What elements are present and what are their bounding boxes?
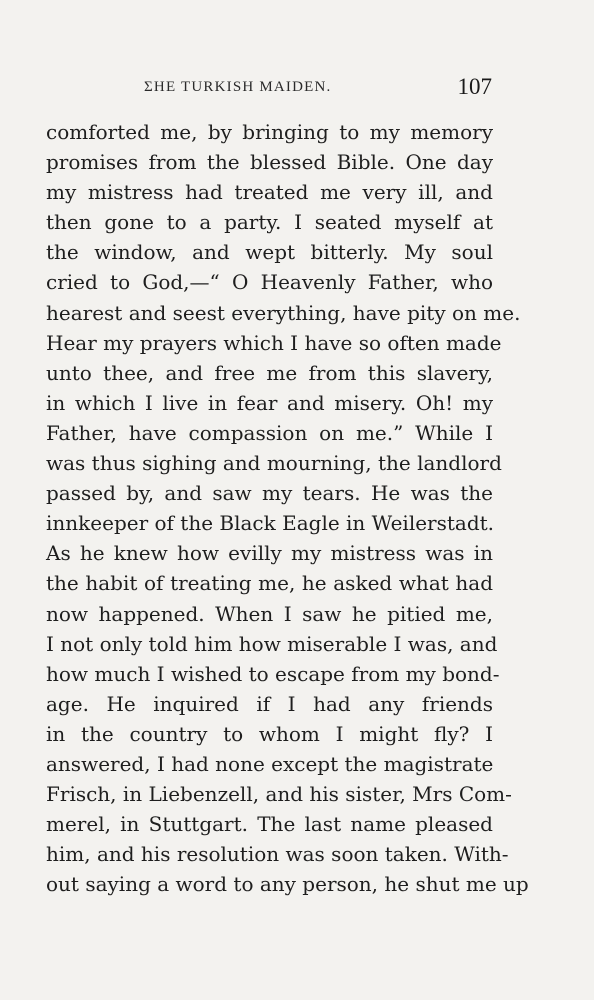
- text-line: in the country to whom I might fly? I: [46, 721, 493, 746]
- text-line: I not only told him how miserable I was, and: [46, 631, 498, 656]
- text-line: then gone to a party. I seated myself at: [46, 210, 493, 235]
- text-line: now happened. When I saw he pitied me,: [46, 601, 493, 626]
- text-line: answered, I had none except the magistrate: [46, 751, 494, 776]
- text-line: out saying a word to any person, he shut me up: [46, 872, 529, 897]
- text-line: the habit of treating me, he asked what had: [46, 571, 493, 596]
- running-head: [46, 76, 492, 102]
- running-title: ΣHE TURKISH MAIDEN.: [144, 79, 332, 95]
- text-line: the window, and wept bitterly. My soul: [46, 240, 493, 265]
- text-line: hearest and seest everything, have pity on me.: [46, 300, 521, 325]
- text-line: my mistress had treated me very ill, and: [46, 180, 493, 205]
- text-line: how much I wished to escape from my bond-: [46, 661, 500, 686]
- text-line: As he knew how evilly my mistress was in: [46, 541, 493, 566]
- text-line: unto thee, and free me from this slavery,: [46, 360, 493, 385]
- text-line: comforted me, by bringing to my memory: [46, 120, 493, 144]
- body-text: [46, 117, 529, 899]
- text-line: in which I live in fear and misery. Oh! my: [46, 390, 493, 415]
- text-line: was thus sighing and mourning, the landlord: [46, 451, 502, 476]
- text-line: innkeeper of the Black Eagle in Weilerstadt.: [46, 511, 495, 536]
- text-line: cried to God,—“ O Heavenly Father, who: [46, 270, 493, 295]
- text-line: merel, in Stuttgart. The last name pleased: [46, 812, 493, 837]
- text-line: Frisch, in Liebenzell, and his sister, Mrs Com-: [46, 782, 512, 807]
- text-line: promises from the blessed Bible. One day: [46, 150, 493, 175]
- text-line: age. He inquired if I had any friends: [46, 691, 493, 716]
- text-line: him, and his resolution was soon taken. With-: [46, 842, 509, 867]
- text-line: Father, have compassion on me.” While I: [46, 420, 493, 445]
- page-number: 107: [457, 74, 492, 99]
- text-line: Hear my prayers which I have so often made: [46, 330, 502, 355]
- text-line: passed by, and saw my tears. He was the: [46, 481, 493, 506]
